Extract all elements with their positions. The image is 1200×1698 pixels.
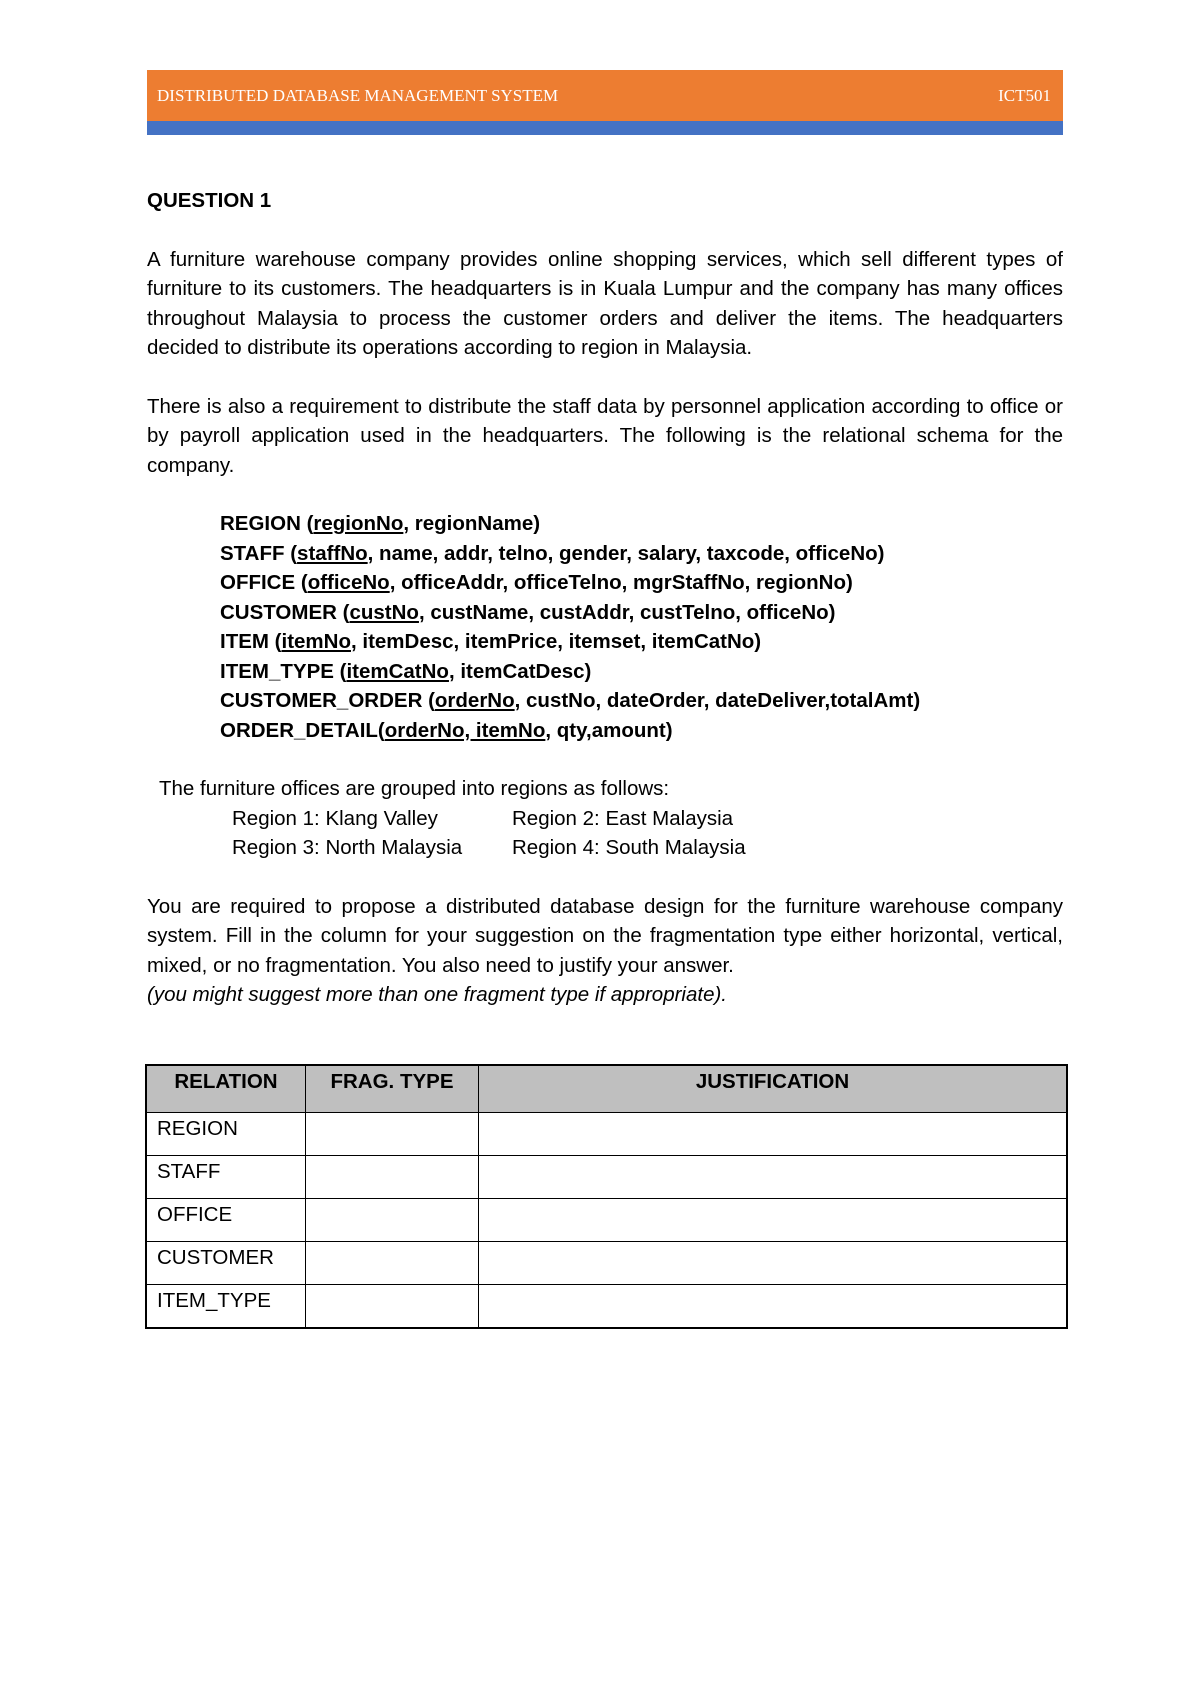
table-header-row [146, 1065, 1067, 1113]
instructions-paragraph: You are required to propose a distributed database design for the furniture warehouse company system. Fill in the column for your suggestion on the fragmentation type either horizontal, vertical, mixed, or no fragmentation. You also need to justify your answer. [147, 894, 1063, 977]
frag-type-cell[interactable] [306, 1242, 479, 1285]
header-frag-type: FRAG. TYPE [306, 1065, 479, 1113]
justification-cell[interactable] [479, 1242, 1068, 1285]
region-1: Region 1: Klang Valley [232, 806, 438, 830]
primary-key: officeNo [307, 571, 390, 594]
relation-cell: STAFF [146, 1156, 306, 1199]
primary-key: orderNo, itemNo [384, 718, 546, 742]
frag-type-cell[interactable] [306, 1199, 479, 1242]
relation-cell: REGION [146, 1113, 306, 1156]
relation-cell: CUSTOMER [146, 1242, 306, 1285]
header-relation: RELATION [146, 1065, 306, 1113]
header-justification: JUSTIFICATION [479, 1065, 1068, 1113]
primary-key: staffNo [297, 541, 368, 565]
primary-key: itemCatNo [346, 659, 449, 683]
schema-row: STAFF (staffNo, name, addr, telno, gender, salary, taxcode, officeNo) [220, 541, 885, 565]
regions-intro: The furniture offices are grouped into regions as follows: [159, 777, 670, 800]
primary-key: regionNo [313, 512, 404, 535]
region-4: Region 4: South Malaysia [512, 836, 746, 859]
region-row [232, 804, 1063, 834]
schema-row: ORDER_DETAIL(orderNo, itemNo, qty,amount) [220, 718, 673, 742]
schema-row: OFFICE (officeNo, officeAddr, officeTelno, mgrStaffNo, regionNo) [220, 571, 853, 594]
relation-cell: OFFICE [146, 1199, 306, 1242]
instructions-note: (you might suggest more than one fragment type if appropriate). [147, 983, 728, 1006]
justification-cell[interactable] [479, 1156, 1068, 1199]
intro-paragraph: A furniture warehouse company provides online shopping services, which sell different types of furniture to its customers. The headquarters is in Kuala Lumpur and the company has many offices throughout Malaysia to process the customer orders and deliver the items. The headquarters decided to distribute its operations according to region in Malaysia. [147, 247, 1063, 359]
table-row [146, 1199, 1067, 1242]
schema-row: CUSTOMER (custNo, custName, custAddr, custTelno, officeNo) [220, 600, 836, 624]
schema-row: CUSTOMER_ORDER (orderNo, custNo, dateOrder, dateDeliver,totalAmt) [220, 689, 921, 712]
table-row [146, 1156, 1067, 1199]
course-code: ICT501 [998, 86, 1051, 105]
frag-type-cell[interactable] [306, 1285, 479, 1329]
header-title: DISTRIBUTED DATABASE MANAGEMENT SYSTEM [157, 86, 559, 105]
schema-row: ITEM_TYPE (itemCatNo, itemCatDesc) [220, 659, 592, 683]
relation-cell: ITEM_TYPE [146, 1285, 306, 1329]
requirement-paragraph: There is also a requirement to distribute the staff data by personnel application according to office or by payroll application used in the headquarters. The following is the relational schema for the company. [147, 394, 1063, 477]
table-row [146, 1113, 1067, 1156]
header-bar [147, 70, 1063, 121]
question-title: QUESTION 1 [147, 189, 272, 212]
fragmentation-table [145, 1064, 1068, 1329]
region-row [232, 833, 1063, 863]
region-3: Region 3: North Malaysia [232, 836, 463, 859]
schema-row: REGION (regionNo, regionName) [220, 512, 541, 535]
table-row [146, 1242, 1067, 1285]
primary-key: itemNo [281, 630, 351, 653]
justification-cell[interactable] [479, 1199, 1068, 1242]
frag-type-cell[interactable] [306, 1156, 479, 1199]
primary-key: custNo [349, 600, 419, 624]
regions-list [147, 774, 1063, 863]
justification-cell[interactable] [479, 1113, 1068, 1156]
relational-schema [220, 509, 1063, 745]
primary-key: orderNo [434, 689, 515, 712]
schema-row: ITEM (itemNo, itemDesc, itemPrice, itemset, itemCatNo) [220, 630, 762, 653]
frag-type-cell[interactable] [306, 1113, 479, 1156]
table-row [146, 1285, 1067, 1329]
justification-cell[interactable] [479, 1285, 1068, 1329]
question-content [147, 186, 1063, 1010]
header-stripe [147, 121, 1063, 135]
region-2: Region 2: East Malaysia [512, 806, 734, 830]
